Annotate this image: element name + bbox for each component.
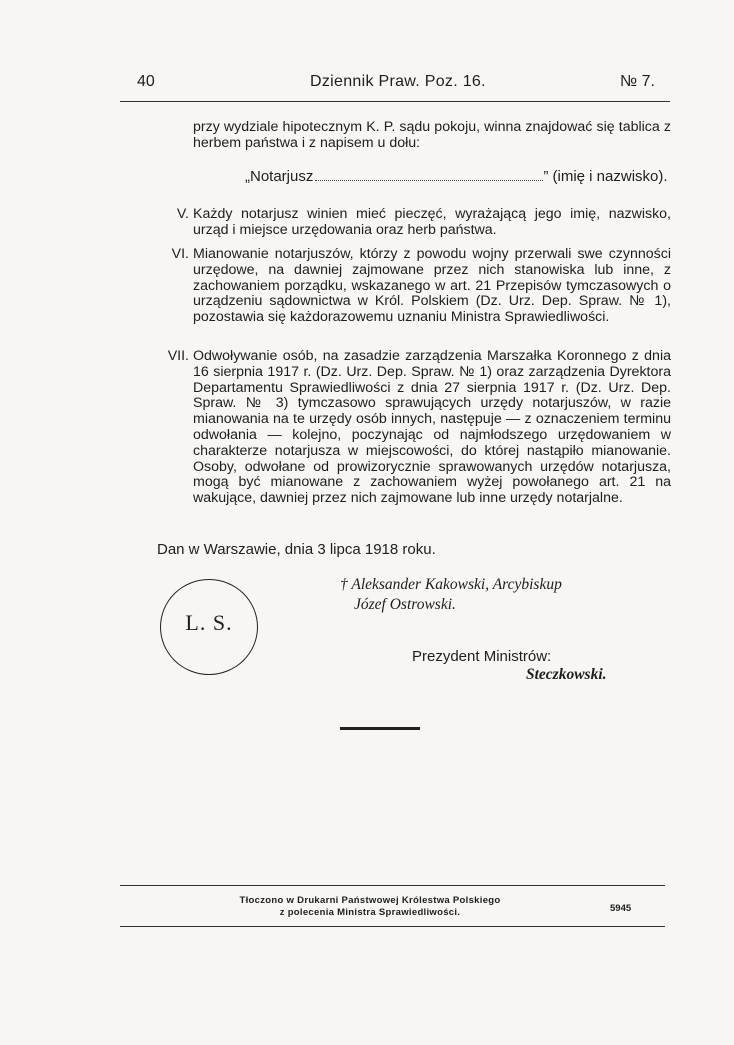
item-text: Każdy notarjusz winien mieć pieczęć, wyrażającą jego imię, nazwisko, urząd i miejsce urzędowania oraz herb państwa.	[193, 206, 671, 238]
formula-start: „Notarjusz	[245, 168, 314, 185]
issue-number: № 7.	[620, 73, 655, 90]
imprint-line: Tłoczono w Drukarni Państwowej Królestwa Polskiego	[239, 895, 501, 906]
footer-rule-top	[120, 885, 665, 886]
seal-circle	[160, 579, 258, 675]
signature-archbishop: † Aleksander Kakowski, Arcybiskup	[340, 576, 562, 593]
item-numeral: VI.	[171, 246, 189, 262]
end-rule	[340, 727, 420, 730]
item-text: Odwoływanie osób, na zasadzie zarządzenia Marszałka Koronnego z dnia 16 sierpnia 1917 r. (Dz. Urz. Dep. Spraw. № 1) oraz zarządzenia Dyrektora Departamentu Sprawiedliwości z dnia 27 sierpnia 1917 r. (Dz. Urz. Dep. Spraw. № 3) tymczasowo sprawujących urzędy notarjuszów, w razie mianowania na te urzędy osób innych, następuje — z oznaczeniem terminu odwołania — kolejno, poczynając od najmłodszego urzędowaniem w charakterze notarjusza w miejscowości, do której nastąpiło mianowanie. Osoby, odwołane od prowizorycznie sprawowanych urzędów notarjusza, mogą być mianowane z zachowaniem wyżej powołanego art. 21 na wakujące, dawniej przez nich zajmowane lub inne urzędy notarjalne.	[193, 348, 671, 507]
footer-rule-bottom	[120, 926, 665, 927]
item-numeral: VII.	[167, 348, 189, 364]
prime-minister-title: Prezydent Ministrów:	[412, 648, 552, 665]
print-number: 5945	[610, 903, 632, 914]
page-number: 40	[137, 73, 155, 90]
printer-imprint	[190, 895, 550, 919]
seal-text: L. S.	[185, 610, 233, 635]
formula-end: ” (imię i nazwisko).	[543, 168, 668, 185]
signature-prime-minister: Steczkowski.	[526, 666, 607, 683]
formula-dotted-line	[315, 168, 543, 181]
notary-sign-formula	[245, 168, 668, 185]
dated-line: Dan w Warszawie, dnia 3 lipca 1918 roku.	[157, 541, 436, 558]
item-text: Mianowanie notarjuszów, którzy z powodu wojny przerwali swe czynności urzędowe, na dawniej zajmowane przez nich stanowiska lub inne, z zachowaniem porządku, wskazanego w art. 21 Przepisów tymczasowych o urządzeniu sądownictwa w Król. Polskiem (Dz. Urz. Dep. Spraw. № 1), pozostawia się każdorazowemu uznaniu Ministra Sprawiedliwości.	[193, 246, 671, 326]
intro-paragraph: przy wydziale hipotecznym K. P. sądu pokoju, winna znajdować się tablica z herbem państwa i z napisem u dołu:	[193, 119, 671, 151]
signature-ostrowski: Józef Ostrowski.	[354, 596, 456, 613]
running-title: Dziennik Praw. Poz. 16.	[310, 73, 486, 90]
header-rule	[120, 101, 670, 102]
imprint-line: z polecenia Ministra Sprawiedliwości.	[279, 907, 461, 918]
item-numeral: V.	[176, 206, 189, 222]
